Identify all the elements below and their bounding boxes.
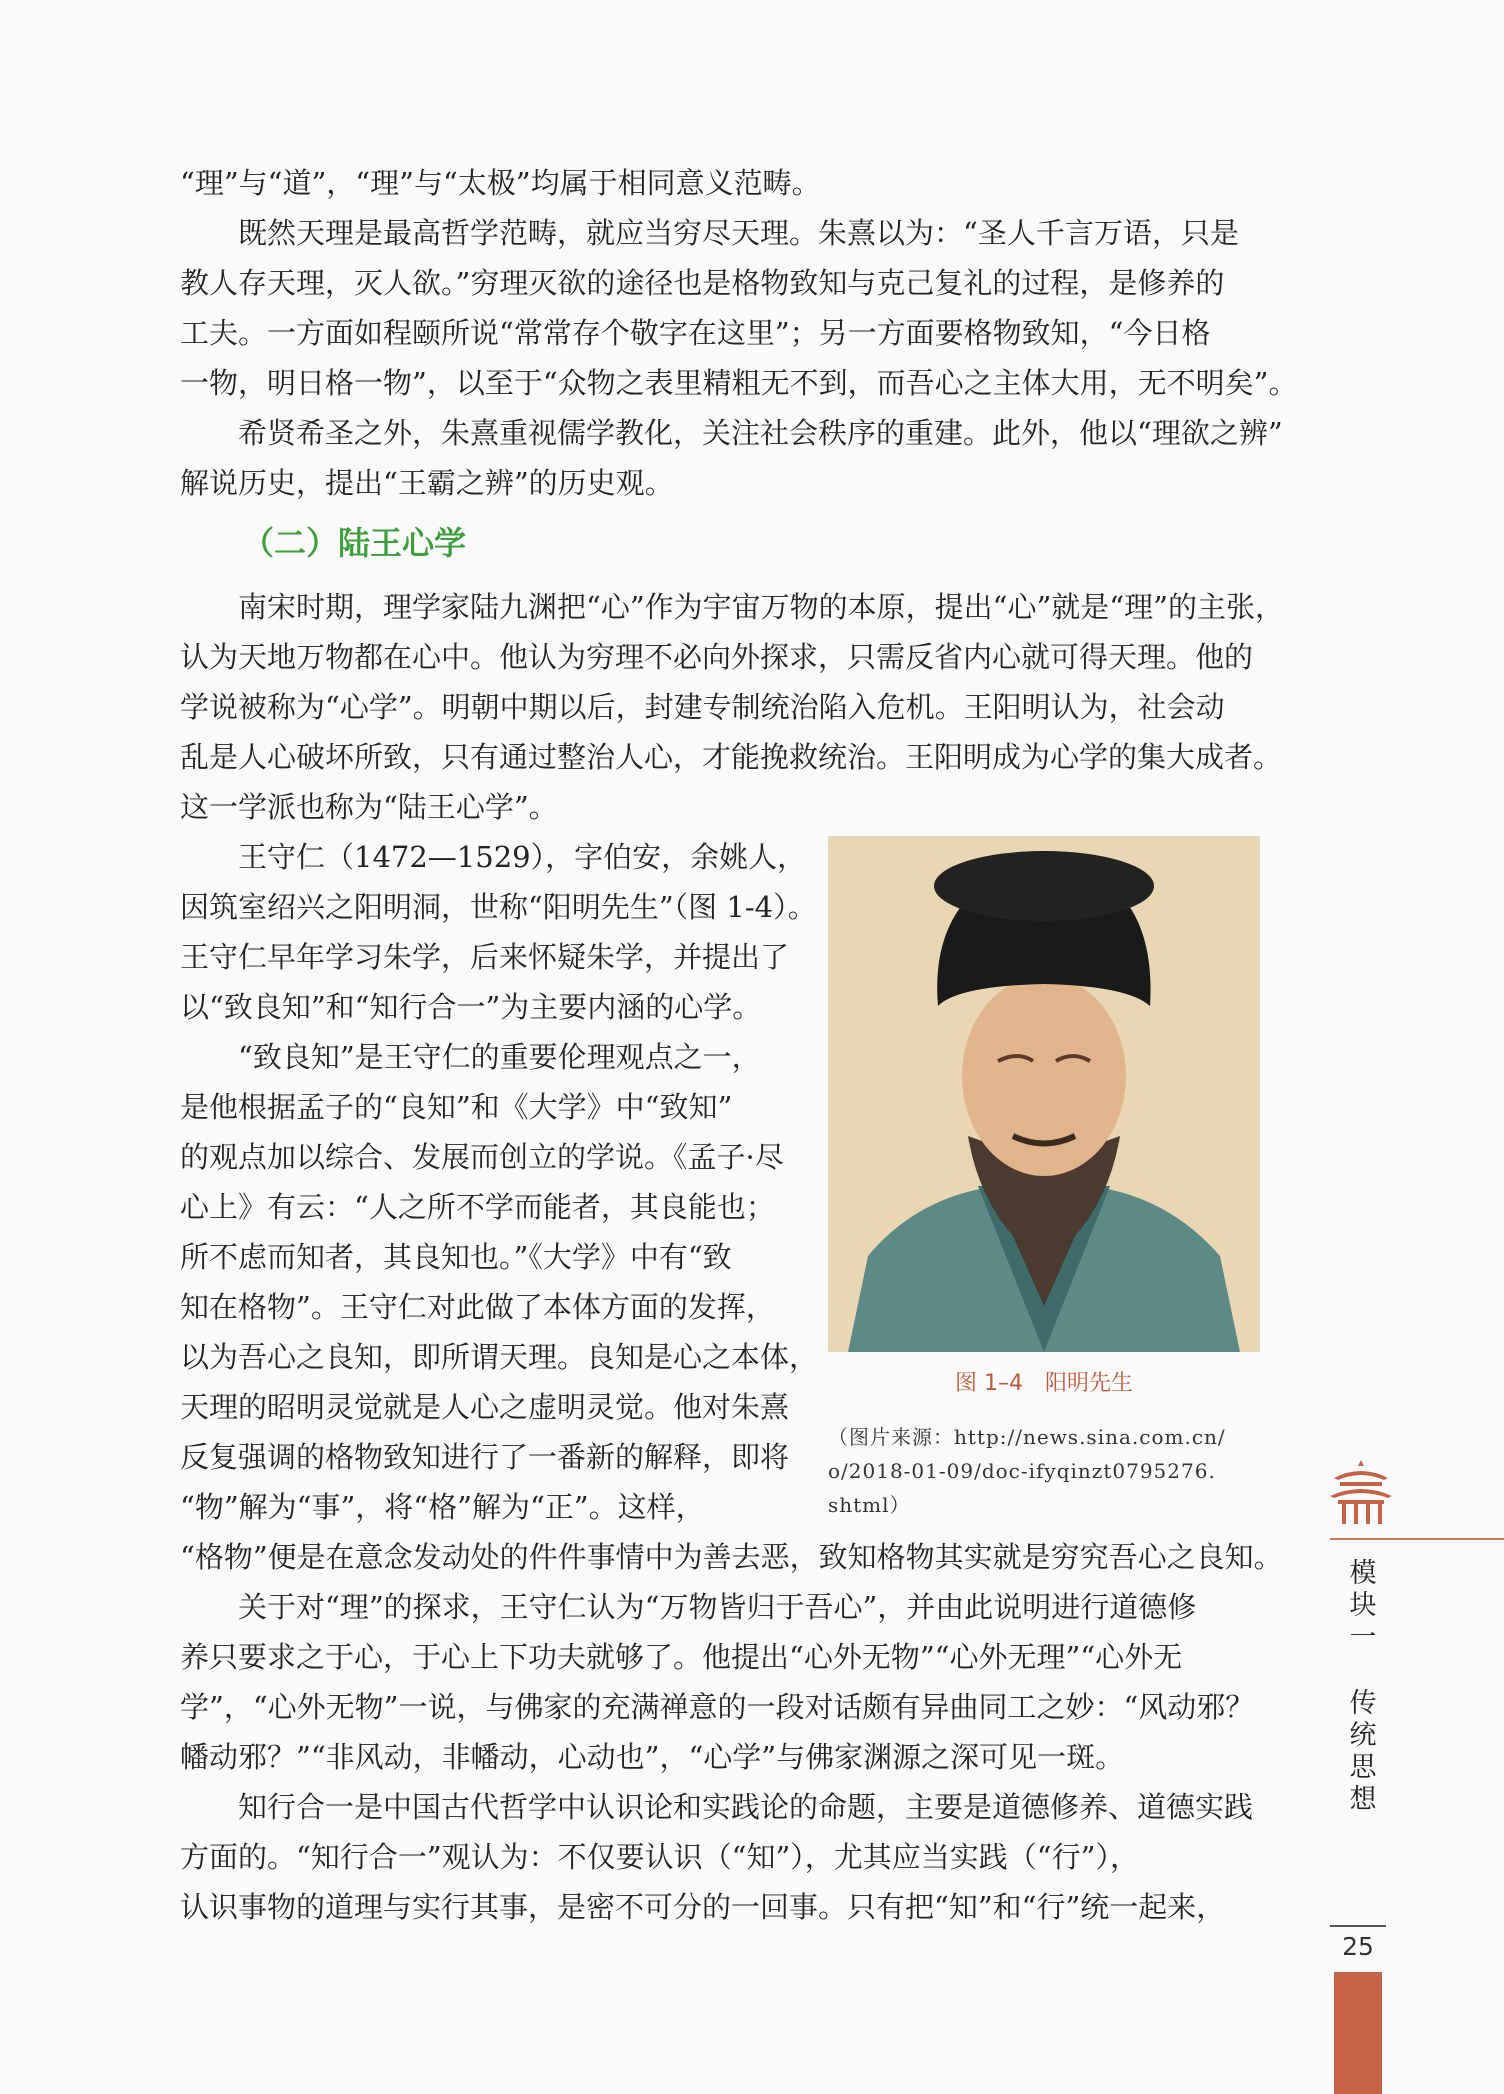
paragraph-line: 教人存天理，灭人欲。”穷理灭欲的途径也是格物致知与克己复礼的过程，是修养的 xyxy=(180,266,1225,300)
source-line: shtml） xyxy=(828,1493,911,1517)
paragraph-line: 养只要求之于心，于心上下功夫就够了。他提出“心外无物”“心外无理”“心外无 xyxy=(180,1640,1183,1674)
paragraph-line: 方面的。“知行合一”观认为：不仅要认识（“知”），尤其应当实践（“行”）， xyxy=(180,1840,1139,1874)
paragraph-line: 天理的昭明灵觉就是人心之虚明灵觉。他对朱熹 xyxy=(180,1390,790,1424)
paragraph-line: 工夫。一方面如程颐所说“常常存个敬字在这里”；另一方面要格物致知，“今日格 xyxy=(180,316,1211,350)
paragraph-line: 以“致良知”和“知行合一”为主要内涵的心学。 xyxy=(180,990,762,1024)
figure-source xyxy=(828,1420,1260,1522)
paragraph-line: 希贤希圣之外，朱熹重视儒学教化，关注社会秩序的重建。此外，他以“理欲之辨” xyxy=(238,416,1283,450)
paragraph-line: 学”，“心外无物”一说，与佛家的充满禅意的一段对话颇有异曲同工之妙：“风动邪？ xyxy=(180,1690,1255,1724)
paragraph-line: 的观点加以综合、发展而创立的学说。《孟子·尽 xyxy=(180,1140,784,1174)
paragraph-line: 学说被称为“心学”。明朝中期以后，封建专制统治陷入危机。王阳明认为，社会动 xyxy=(180,690,1225,724)
paragraph-line: 解说历史，提出“王霸之辨”的历史观。 xyxy=(180,466,674,500)
source-line: o/2018-01-09/doc-ifyqinzt0795276. xyxy=(828,1459,1216,1483)
paragraph-line: 乱是人心破坏所致，只有通过整治人心，才能挽救统治。王阳明成为心学的集大成者。 xyxy=(180,740,1283,774)
paragraph-line: “致良知”是王守仁的重要伦理观点之一， xyxy=(238,1040,761,1074)
paragraph-line: 以为吾心之良知，即所谓天理。良知是心之本体， xyxy=(180,1340,819,1374)
paragraph-line: 这一学派也称为“陆王心学”。 xyxy=(180,790,558,824)
paragraph-line: 心上》有云：“人之所不学而能者，其良能也； xyxy=(180,1190,775,1224)
paragraph-line: “格物”便是在意念发动处的件件事情中为善去恶，致知格物其实就是穷究吾心之良知。 xyxy=(180,1540,1283,1574)
page-tab-bar xyxy=(1334,1972,1382,2094)
paragraph-line: 认识事物的道理与实行其事，是密不可分的一回事。只有把“知”和“行”统一起来， xyxy=(180,1890,1226,1924)
paragraph-line: 因筑室绍兴之阳明洞，世称“阳明先生”（图 1-4）。 xyxy=(180,890,817,924)
paragraph-line: “理”与“道”，“理”与“太极”均属于相同意义范畴。 xyxy=(180,166,821,200)
paragraph-line: 既然天理是最高哲学范畴，就应当穷尽天理。朱熹以为：“圣人千言万语，只是 xyxy=(238,216,1239,250)
sidebar-module-label: 模 块 一 xyxy=(1349,1558,1377,1653)
paragraph-line: 一物，明日格一物”，以至于“众物之表里精粗无不到，而吾心之主体大用，无不明矣”。 xyxy=(180,366,1298,400)
paragraph-line: 关于对“理”的探求，王守仁认为“万物皆归于吾心”，并由此说明进行道德修 xyxy=(238,1590,1197,1624)
paragraph-line: 所不虑而知者，其良知也。”《大学》中有“致 xyxy=(180,1240,732,1274)
paragraph-line: 王守仁（1472—1529），字伯安，余姚人， xyxy=(238,840,807,874)
pavilion-icon xyxy=(1326,1456,1396,1526)
source-line: （图片来源：http://news.sina.com.cn/ xyxy=(828,1425,1226,1449)
paragraph-line: 认为天地万物都在心中。他认为穷理不必向外探求，只需反省内心就可得天理。他的 xyxy=(180,640,1254,674)
section-heading: （二）陆王心学 xyxy=(242,524,467,562)
paragraph-line: 知行合一是中国古代哲学中认识论和实践论的命题，主要是道德修养、道德实践 xyxy=(238,1790,1254,1824)
paragraph-line: 反复强调的格物致知进行了一番新的解释，即将 xyxy=(180,1440,790,1474)
paragraph-line: 是他根据孟子的“良知”和《大学》中“致知” xyxy=(180,1090,733,1124)
page-number: 25 xyxy=(1330,1925,1386,1967)
portrait-image xyxy=(828,836,1260,1352)
figure-caption: 图 1–4 阳明先生 xyxy=(955,1371,1133,1396)
sidebar-section-label: 传 统 思 想 xyxy=(1349,1688,1377,1815)
paragraph-line: 王守仁早年学习朱学，后来怀疑朱学，并提出了 xyxy=(180,940,790,974)
paragraph-line: 幡动邪？”“非风动，非幡动，心动也”，“心学”与佛家渊源之深可见一斑。 xyxy=(180,1740,1125,1774)
sidebar-divider xyxy=(1330,1538,1504,1540)
paragraph-line: 知在格物”。王守仁对此做了本体方面的发挥， xyxy=(180,1290,775,1324)
paragraph-line: “物”解为“事”，将“格”解为“正”。这样， xyxy=(180,1490,705,1524)
paragraph-line: 南宋时期，理学家陆九渊把“心”作为宇宙万物的本原，提出“心”就是“理”的主张， xyxy=(238,590,1284,624)
